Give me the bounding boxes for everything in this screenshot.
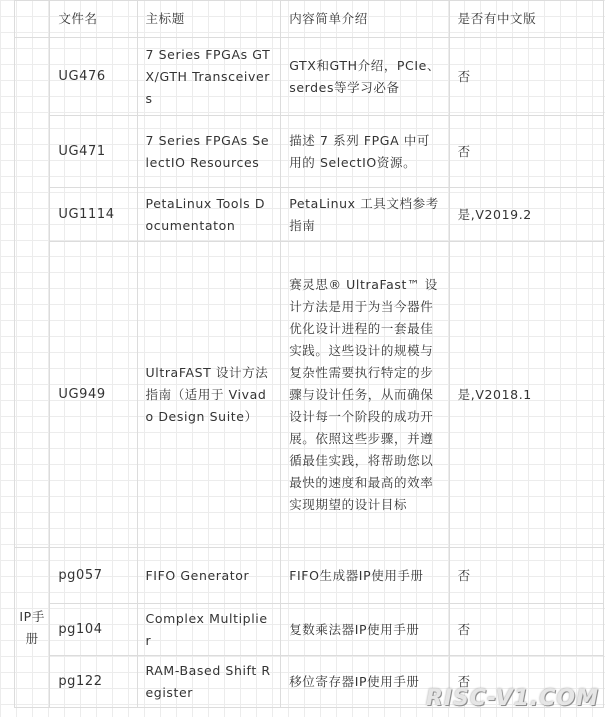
description-cell: GTX和GTH介绍，PCIe、serdes等学习必备	[281, 38, 449, 116]
table-row	[15, 38, 604, 116]
file-cell: pg057	[50, 548, 137, 604]
header-category	[15, 1, 50, 38]
description-cell: 移位寄存器IP使用手册	[281, 656, 449, 708]
title-cell: RAM-Based Shift Register	[137, 656, 281, 708]
description-cell: PetaLinux 工具文档参考指南	[281, 188, 449, 242]
table-row	[15, 242, 604, 548]
chinese-version-cell: 否	[449, 604, 603, 656]
description-cell: 描述 7 系列 FPGA 中可用的 SelectIO资源。	[281, 116, 449, 188]
file-cell: UG949	[50, 242, 137, 548]
file-cell: pg104	[50, 604, 137, 656]
chinese-version-cell: 是,V2019.2	[449, 188, 603, 242]
chinese-version-cell: 否	[449, 548, 603, 604]
file-cell: UG476	[50, 38, 137, 116]
header-filename: 文件名	[50, 1, 137, 38]
header-main-title: 主标题	[137, 1, 281, 38]
table-header-row	[15, 1, 604, 38]
header-description: 内容简单介绍	[281, 1, 449, 38]
chinese-version-cell: 否	[449, 116, 603, 188]
file-cell: UG1114	[50, 188, 137, 242]
table-row	[15, 188, 604, 242]
title-cell: 7 Series FPGAs SelectIO Resources	[137, 116, 281, 188]
group-label-ip-manual: IP手册	[15, 548, 50, 708]
table-row	[15, 116, 604, 188]
chinese-version-cell: 否	[449, 656, 603, 708]
title-cell: Complex Multiplier	[137, 604, 281, 656]
description-cell: FIFO生成器IP使用手册	[281, 548, 449, 604]
description-cell: 赛灵思® UltraFast™ 设计方法是用于为当今器件优化设计进程的一套最佳实践。这些设计的规模与复杂性需要执行特定的步骤与设计任务，从而确保设计每一个阶段的成功开展。依照这些步骤，并遵循最佳实践，将帮助您以最快的速度和最高的效率实现期望的设计目标	[281, 242, 449, 548]
title-cell: UltraFAST 设计方法指南（适用于 Vivado Design Suite）	[137, 242, 281, 548]
table-row	[15, 548, 604, 604]
title-cell: PetaLinux Tools Documentaton	[137, 188, 281, 242]
category-cell-empty	[15, 38, 50, 548]
document-table	[14, 0, 604, 708]
title-cell: FIFO Generator	[137, 548, 281, 604]
watermark: RISC-V1.COM	[425, 686, 599, 711]
chinese-version-cell: 是,V2018.1	[449, 242, 603, 548]
description-cell: 复数乘法器IP使用手册	[281, 604, 449, 656]
title-cell: 7 Series FPGAs GTX/GTH Transceivers	[137, 38, 281, 116]
file-cell: UG471	[50, 116, 137, 188]
file-cell: pg122	[50, 656, 137, 708]
header-chinese-version: 是否有中文版	[449, 1, 603, 38]
chinese-version-cell: 否	[449, 38, 603, 116]
table-row	[15, 604, 604, 656]
